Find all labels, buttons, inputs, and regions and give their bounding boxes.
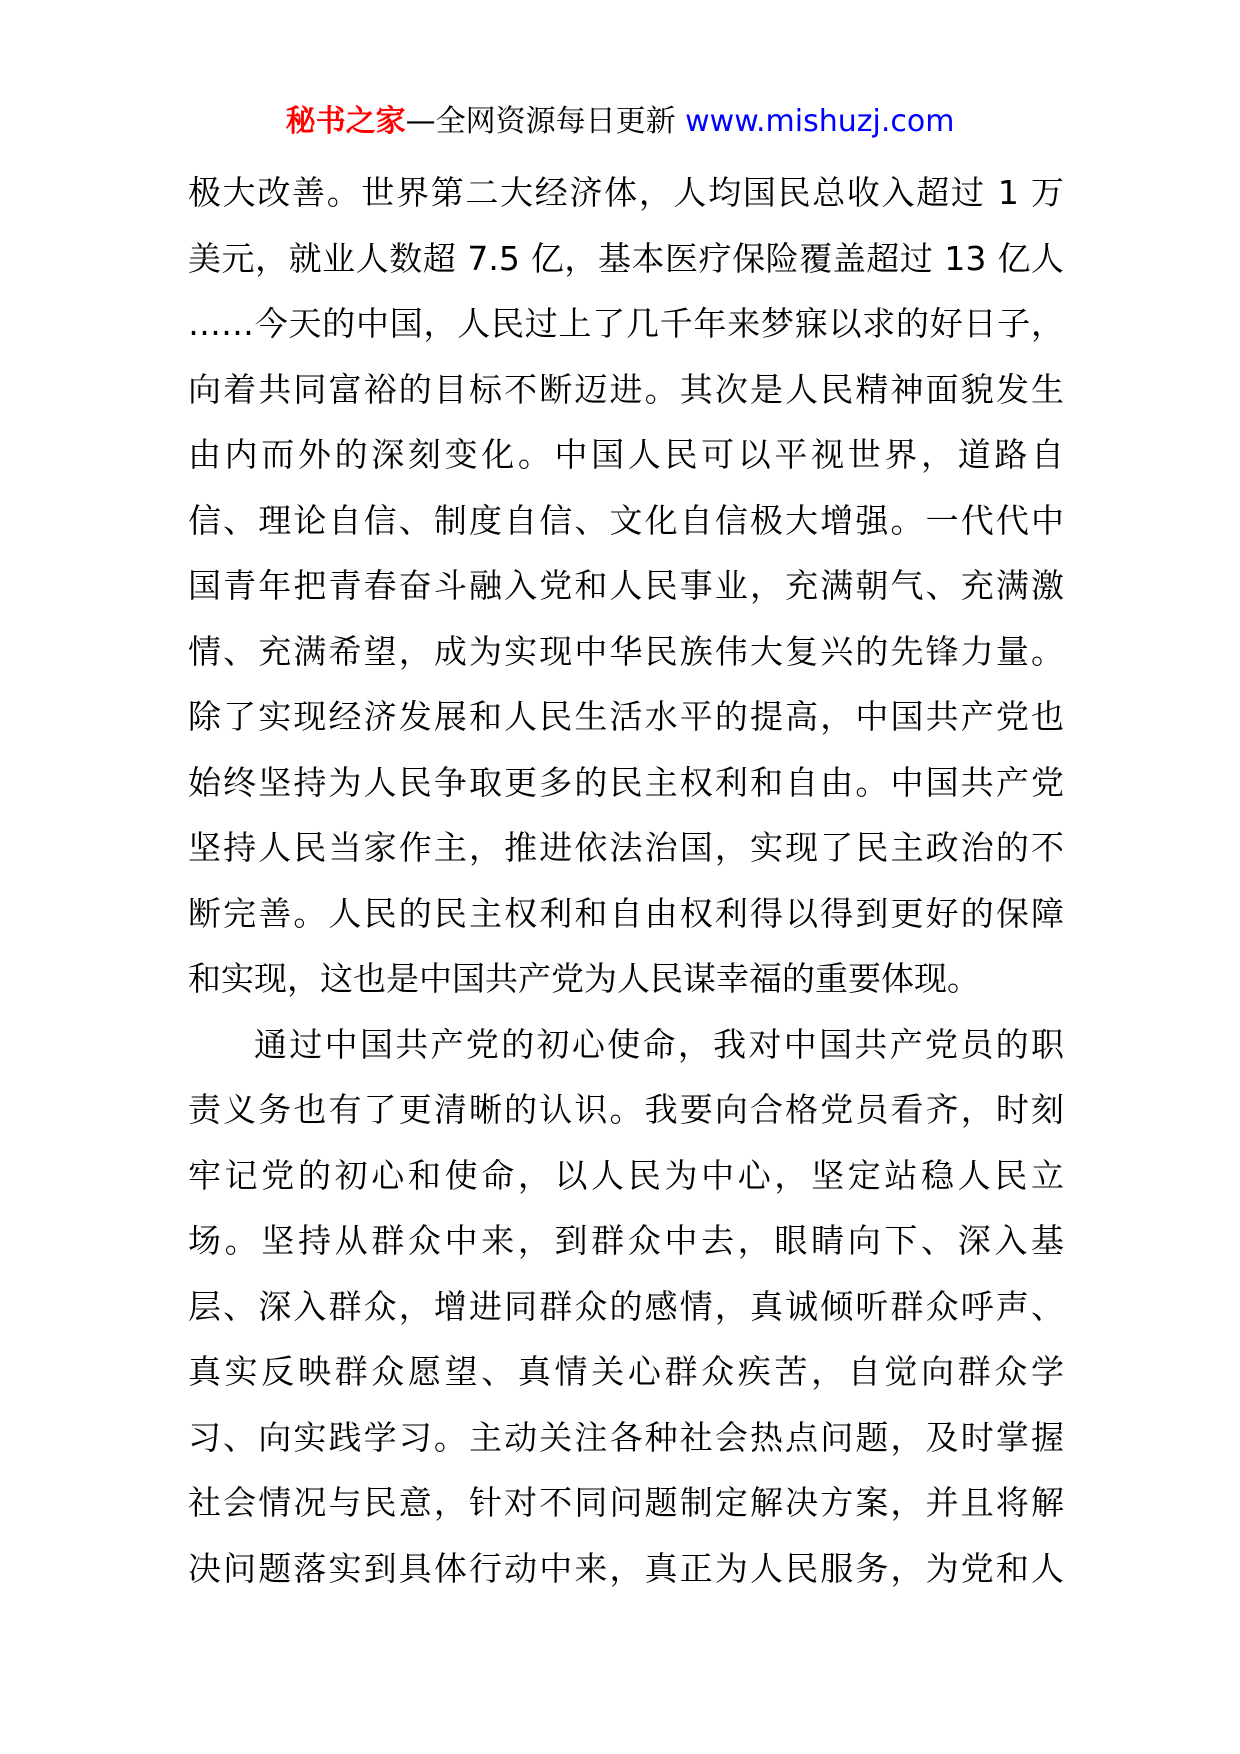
text-line: 信、理论自信、制度自信、文化自信极大增强。一代代中	[188, 500, 1064, 540]
document-body	[188, 160, 1064, 1601]
text-line: 社会情况与民意，针对不同问题制定解决方案，并且将解	[188, 1483, 1064, 1522]
text-line: 责义务也有了更清晰的认识。我要向合格党员看齐，时刻	[188, 1090, 1064, 1129]
text-line: 除了实现经济发展和人民生活水平的提高，中国共产党也	[188, 697, 1064, 736]
text-line: 层、深入群众，增进同群众的感情，真诚倾听群众呼声、	[188, 1286, 1064, 1326]
text-line: 决问题落实到具体行动中来，真正为人民服务，为党和人	[188, 1548, 1064, 1588]
text-line: 由内而外的深刻变化。中国人民可以平视世界，道路自	[188, 435, 1064, 474]
text-line: 向着共同富裕的目标不断迈进。其次是人民精神面貌发生	[188, 369, 1064, 409]
text-line: 坚持人民当家作主，推进依法治国，实现了民主政治的不	[188, 828, 1064, 867]
text-line: 牢记党的初心和使命，以人民为中心，坚定站稳人民立	[188, 1155, 1064, 1195]
text-line: 断完善。人民的民主权利和自由权利得以得到更好的保障	[188, 893, 1064, 933]
paragraph-end-line: 和实现，这也是中国共产党为人民谋幸福的重要体现。	[188, 959, 980, 998]
text-line: 国青年把青春奋斗融入党和人民事业，充满朝气、充满激	[188, 566, 1064, 605]
text-line: 始终坚持为人民争取更多的民主权利和自由。中国共产党	[188, 762, 1064, 802]
header-brand: 秘书之家	[285, 104, 406, 139]
header-url[interactable]: www.mishuzj.com	[685, 104, 955, 139]
page-header	[0, 100, 1240, 144]
paragraph-start-line: 通过中国共产党的初心使命，我对中国共产党员的职	[254, 1024, 1064, 1064]
text-line: 真实反映群众愿望、真情关心群众疾苦，自觉向群众学	[188, 1352, 1064, 1391]
text-line: 习、向实践学习。主动关注各种社会热点问题，及时掌握	[188, 1417, 1064, 1457]
text-line: 极大改善。世界第二大经济体，人均国民总收入超过 1 万	[188, 173, 1064, 212]
text-line: ……今天的中国，人民过上了几千年来梦寐以求的好日子，	[188, 304, 1064, 343]
text-line: 美元，就业人数超 7.5 亿，基本医疗保险覆盖超过 13 亿人	[188, 238, 1064, 278]
text-line: 情、充满希望，成为实现中华民族伟大复兴的先锋力量。	[188, 631, 1064, 671]
header-tagline: —全网资源每日更新	[405, 104, 686, 139]
text-line: 场。坚持从群众中来，到群众中去，眼睛向下、深入基	[188, 1221, 1064, 1260]
